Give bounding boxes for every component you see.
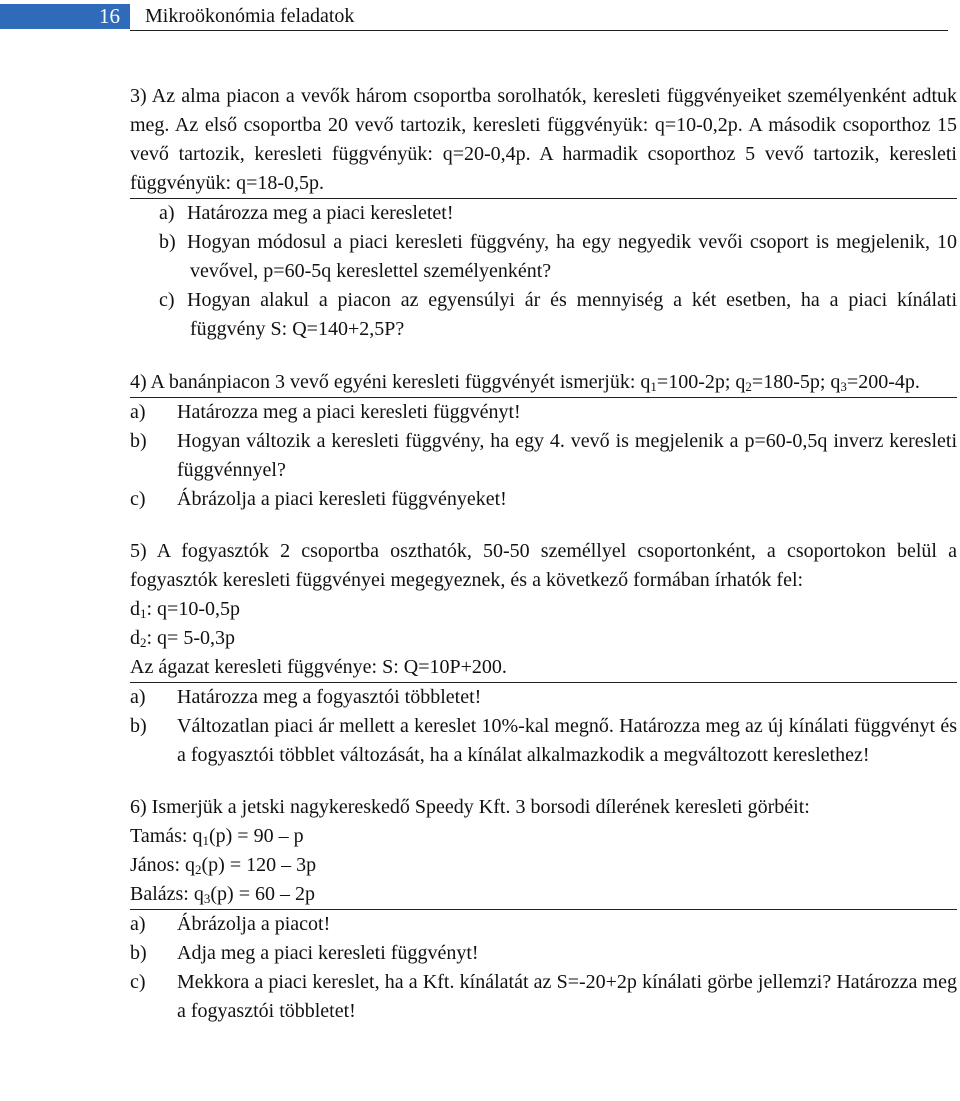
question-text: Ábrázolja a piacot! (177, 913, 331, 935)
question-label: c) (159, 289, 175, 311)
question-label: a) (159, 202, 175, 224)
question-label: a) (130, 401, 146, 423)
subscript: 1 (202, 833, 209, 848)
subscript: 2 (140, 635, 147, 650)
demand-function-2 (130, 624, 957, 653)
question-label: c) (130, 488, 146, 510)
demand-janos (130, 851, 957, 880)
question-text: Határozza meg a piaci keresletet! (187, 202, 454, 224)
industry-supply: Az ágazat keresleti függvénye: S: Q=10P+200. (130, 653, 957, 683)
formula-text: : q=10-0,5p (146, 598, 240, 620)
problem-3-question-b (130, 228, 957, 286)
formula-text: d (130, 598, 140, 620)
formula-text: (p) = 120 – 3p (201, 854, 317, 876)
document-body (130, 82, 957, 1049)
problem-5-question-b (130, 712, 957, 770)
formula-text: Tamás: q (130, 825, 203, 847)
page-header (0, 0, 960, 34)
problem-3 (130, 82, 957, 344)
question-label: b) (130, 430, 147, 452)
page-number: 16 (0, 4, 130, 29)
subscript: 3 (840, 379, 847, 394)
subscript: 1 (650, 379, 657, 394)
formula-text: d (130, 627, 140, 649)
subscript: 1 (140, 606, 147, 621)
question-text: Adja meg a piaci keresleti függvényt! (177, 942, 479, 964)
demand-balazs (130, 880, 957, 910)
question-label: b) (130, 942, 147, 964)
problem-5-intro: 5) A fogyasztók 2 csoportba oszthatók, 50-50 személlyel csoportonként, a csoportokon belül a fogyasztók keresleti függvényei megegyeznek, és a következő formában írhatók fel: (130, 540, 957, 591)
intro-text: =180-5p; q (751, 371, 841, 393)
question-text: Határozza meg a fogyasztói többletet! (177, 686, 482, 708)
subscript: 2 (195, 862, 202, 877)
problem-6-intro: 6) Ismerjük a jetski nagykereskedő Speedy Kft. 3 borsodi dílerének keresleti görbéit: (130, 796, 810, 818)
question-label: a) (130, 913, 146, 935)
formula-text: : q= 5-0,3p (146, 627, 235, 649)
problem-3-question-c (130, 286, 957, 344)
problem-4 (130, 368, 957, 514)
question-text: Határozza meg a piaci keresleti függvényt! (177, 401, 521, 423)
formula-text: János: q (130, 854, 195, 876)
problem-5 (130, 537, 957, 770)
subscript: 3 (203, 891, 211, 906)
formula-text: (p) = 60 – 2p (210, 883, 315, 905)
running-title: Mikroökonómia feladatok (145, 5, 355, 27)
question-text: Hogyan alakul a piacon az egyensúlyi ár és mennyiség a két esetben, ha a piaci kínálati függvény S: Q=140+2,5P? (187, 289, 957, 340)
question-text: Mekkora a piaci kereslet, ha a Kft. kínálatát az S=-20+2p kínálati görbe jellemzi? Határozza meg a fogyasztói többletet! (177, 971, 957, 1022)
problem-6-question-c (130, 968, 957, 1026)
problem-4-intro (130, 368, 957, 398)
question-text: Hogyan módosul a piaci keresleti függvény, ha egy negyedik vevői csoport is megjelenik, 10 vevővel, p=60-5q kereslettel személyenként? (187, 231, 957, 282)
problem-4-question-b (130, 427, 957, 485)
intro-text: =100-2p; q (656, 371, 746, 393)
intro-text: 4) A banánpiacon 3 vevő egyéni keresleti függvényét ismerjük: q (130, 371, 651, 393)
problem-5-question-a (130, 683, 957, 712)
question-label: a) (130, 686, 146, 708)
question-text: Hogyan változik a keresleti függvény, ha egy 4. vevő is megjelenik a p=60-0,5q inverz keresleti függvénnyel? (177, 430, 957, 481)
intro-text: =200-4p. (846, 371, 920, 393)
problem-6 (130, 793, 957, 1026)
question-text: Ábrázolja a piaci keresleti függvényeket! (177, 488, 507, 510)
demand-function-1 (130, 595, 957, 624)
problem-3-question-a (130, 199, 957, 228)
formula-text: (p) = 90 – p (208, 825, 304, 847)
subscript: 2 (745, 379, 752, 394)
header-rule (130, 30, 948, 31)
problem-6-question-a (130, 910, 957, 939)
formula-text: Balázs: q (130, 883, 204, 905)
problem-4-question-c (130, 485, 957, 514)
demand-tamas (130, 822, 957, 851)
problem-3-intro: 3) Az alma piacon a vevők három csoportba sorolhatók, keresleti függvényeiket személyenként adtuk meg. Az első csoportba 20 vevő tartozik, keresleti függvényük: q=10-0,2p. A második csoporthoz 15 vevő tartozik, keresleti függvényük: q=20-0,4p. A harmadik csoporthoz 5 vevő tartozik, keresleti függvényük: q=18-0,5p. (130, 82, 957, 199)
question-label: b) (159, 231, 176, 253)
question-label: b) (130, 715, 147, 737)
question-text: Változatlan piaci ár mellett a kereslet 10%-kal megnő. Határozza meg az új kínálati függvényt és a fogyasztói többlet változását, ha a kínálat alkalmazkodik a megváltozott kereslethez! (177, 715, 957, 766)
question-label: c) (130, 971, 146, 993)
problem-4-question-a (130, 398, 957, 427)
problem-6-question-b (130, 939, 957, 968)
